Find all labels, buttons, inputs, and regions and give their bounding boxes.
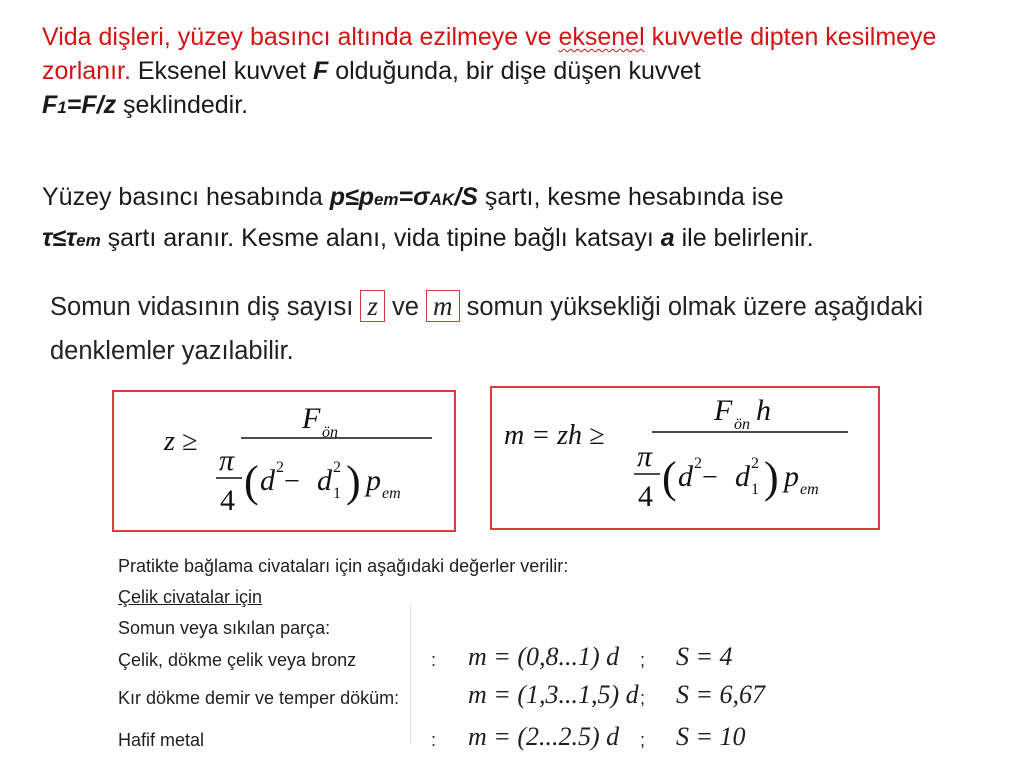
formula-z-d1-sub: 1 xyxy=(333,485,341,502)
row-label: Hafif metal xyxy=(118,730,205,750)
nut-text-3: somun yüksekliği olmak üzere aşağıdaki denklemler yazılabilir. xyxy=(50,293,924,365)
practice-nut-line: Somun veya sıkılan parça: xyxy=(118,618,331,638)
formula-m-rparen: ) xyxy=(764,453,779,502)
intro-red-text-2: kuvvetle dipten kesilmeye zorlanır. xyxy=(42,23,937,85)
formula-m-pi: π xyxy=(637,440,653,473)
row-colon: : xyxy=(431,650,437,670)
force-F1: F xyxy=(42,91,58,119)
cond-tau: τ≤τ xyxy=(42,224,77,252)
formula-z-num-sub: ön xyxy=(322,424,338,441)
force-F1-subscript: 1 xyxy=(57,98,67,117)
intro-black-text-3: şeklindedir. xyxy=(116,91,249,119)
formula-z-d: d xyxy=(260,464,275,497)
formula-m-lhs: m = zh ≥ xyxy=(504,420,605,451)
row-s-value: S = 6,67 xyxy=(676,680,766,709)
formula-z-d1: d xyxy=(317,464,332,497)
intro-black-text-1: Eksenel kuvvet xyxy=(130,57,313,85)
formula-m-num-F: F xyxy=(714,394,733,427)
formula-m-lparen: ( xyxy=(662,453,677,502)
practice-heading: Pratikte bağlama civataları için aşağıdaki değerler verilir: xyxy=(118,556,569,576)
nut-text-1: Somun vidasının diş sayısı xyxy=(50,293,361,321)
formula-z-sq: 2 xyxy=(276,459,284,476)
row-semicolon: ; xyxy=(640,730,646,750)
formula-box-z xyxy=(112,390,456,532)
row-semicolon: ; xyxy=(640,688,646,708)
practice-row xyxy=(118,722,918,762)
formula-z-p-sub: em xyxy=(382,485,401,502)
cond-sigma-sub: AK xyxy=(429,190,455,209)
formula-m-d1-sub: 1 xyxy=(751,481,759,498)
row-label: Kır dökme demir ve temper döküm: xyxy=(118,688,400,708)
row-formula: m = (1,3...1,5) d xyxy=(468,680,639,709)
formula-m-svg xyxy=(492,388,878,528)
intro-black-text-2: olduğunda, bir dişe düşen kuvvet xyxy=(328,57,701,85)
cond-a: a xyxy=(660,224,675,252)
force-F: F xyxy=(312,57,329,85)
m-boxed-symbol: m xyxy=(426,290,460,322)
formula-z-lparen: ( xyxy=(244,457,259,506)
row-label: Çelik, dökme çelik veya bronz xyxy=(118,650,357,670)
formula-box-m xyxy=(490,386,880,530)
formula-m-sq: 2 xyxy=(694,455,702,472)
practice-subheading: Çelik civatalar için xyxy=(118,587,263,607)
practice-row xyxy=(118,642,918,682)
row-s-value: S = 10 xyxy=(676,722,746,751)
formula-z-num-F: F xyxy=(302,402,321,435)
intro-red-text-1: Vida dişleri, yüzey basıncı altında ezilmeye ve xyxy=(42,23,559,51)
row-semicolon: ; xyxy=(640,650,646,670)
formula-m-num-sub: ön xyxy=(734,416,750,433)
intro-red-underlined-word: eksenel xyxy=(558,23,645,51)
formula-z-lhs: z ≥ xyxy=(164,426,198,457)
row-formula: m = (2...2.5) d xyxy=(468,722,620,751)
formula-m-d: d xyxy=(678,460,693,493)
formula-m-four: 4 xyxy=(638,480,653,513)
formula-z-pi: π xyxy=(219,444,235,477)
cond-over-S: /S xyxy=(454,183,478,211)
formula-m-d1: d xyxy=(735,460,750,493)
cond-p-le: p≤p xyxy=(329,183,374,211)
practice-row xyxy=(118,680,918,720)
condition-paragraph xyxy=(42,178,992,260)
cond-eq-sigma: =σ xyxy=(398,183,430,211)
cond-text-3: şartı aranır. Kesme alanı, vida tipine bağlı katsayı xyxy=(100,224,661,252)
row-colon: : xyxy=(431,730,437,750)
force-F1-rest: =F/z xyxy=(66,91,117,119)
formula-z-d1-sup: 2 xyxy=(333,459,341,476)
nut-paragraph xyxy=(50,285,1000,373)
formula-m-p-sub: em xyxy=(800,481,819,498)
formula-m-num-h: h xyxy=(756,394,771,427)
intro-paragraph xyxy=(42,20,992,125)
formula-z-rparen: ) xyxy=(346,457,361,506)
nut-text-2: ve xyxy=(384,293,427,321)
formula-m-d1-sup: 2 xyxy=(751,455,759,472)
formula-z-svg xyxy=(114,392,454,530)
cond-tau-sub: em xyxy=(76,231,101,250)
cond-text-4: ile belirlenir. xyxy=(674,224,814,252)
formula-z-p: p xyxy=(366,464,381,497)
row-formula: m = (0,8...1) d xyxy=(468,642,620,671)
cond-text-1: Yüzey basıncı hesabında xyxy=(42,183,330,211)
formula-m-p: p xyxy=(784,460,799,493)
z-boxed-symbol: z xyxy=(360,290,385,322)
formula-z-four: 4 xyxy=(220,484,235,517)
row-s-value: S = 4 xyxy=(676,642,733,671)
cond-text-2: şartı, kesme hesabında ise xyxy=(477,183,784,211)
formula-m-minus: − xyxy=(702,462,718,493)
formula-z-minus: − xyxy=(284,466,300,497)
cond-p-sub: em xyxy=(373,190,399,209)
